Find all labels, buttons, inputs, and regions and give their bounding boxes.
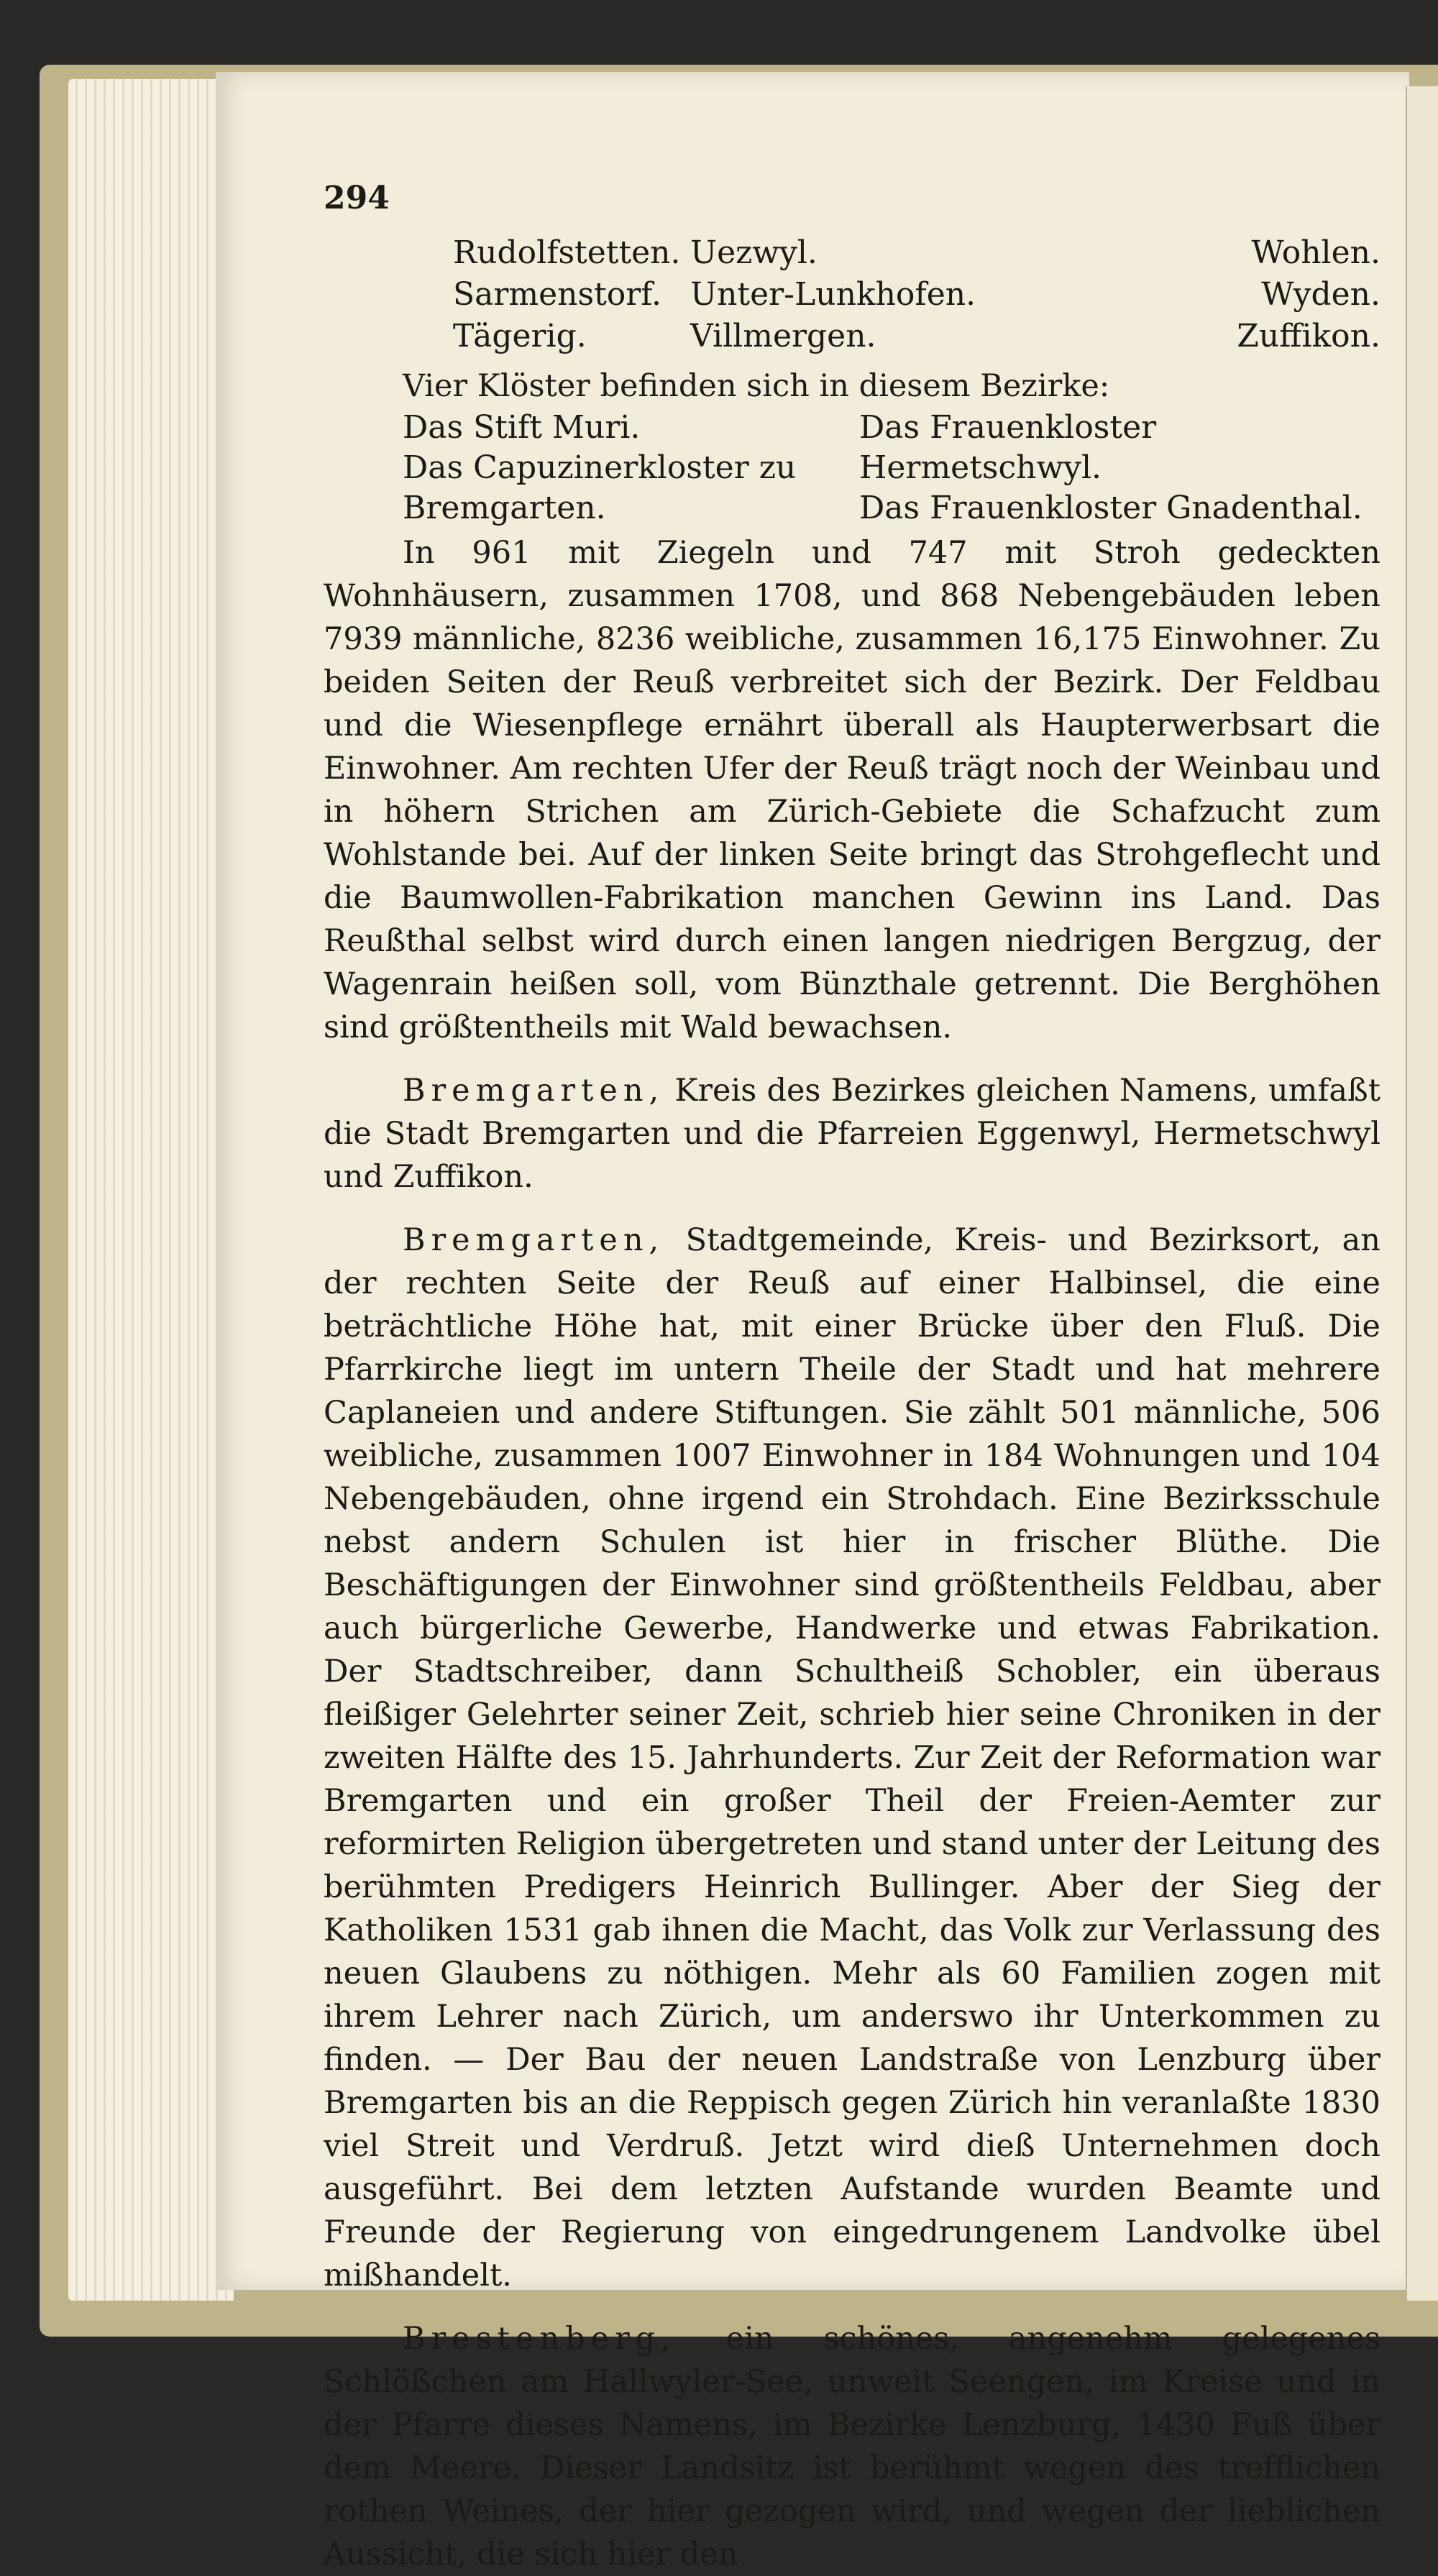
place-name: Villmergen. [690,318,876,354]
headword: Brestenberg, [403,2321,677,2357]
place-name: Rudolfstetten. [453,234,681,271]
entry-text: Kreis des Bezirkes gleichen Namens, umfaßt die Stadt Bremgarten und die Pfarreien Eggenwyl, Hermetschwyl und Zuffikon. [324,1073,1380,1195]
monastery-name: Das Frauenkloster Hermetschwyl. [859,409,1157,486]
place-row [324,232,1380,274]
entry-bremgarten-stadt [324,1219,1380,2297]
entry-text: ein schönes, angenehm gelegenes Schlößchen am Hallwyler-See, unweit Seengen, im Kreise und in der Pfarre dieses Namens, im Bezirke Lenzburg, 1430 Fuß über dem Meere. Dieser Landsitz ist berühmt wegen des trefflichen rothen Weines, der hier gezogen wird, und wegen der lieblichen Aussicht, die sich hier den [324,2321,1380,2572]
monasteries-intro: Vier Klöster befinden sich in diesem Bezirke: [403,368,1110,404]
headword: Bremgarten, [403,1222,665,1258]
place-row [324,316,1380,357]
page-text [324,180,1380,2576]
place-name: Tägerig. [453,318,587,354]
entry-bremgarten-kreis [324,1069,1380,1198]
monastery-name: Das Capuzinerkloster zu Bremgarten. [403,449,797,526]
page-number: 294 [324,180,390,216]
monastery-name: Das Stift Muri. [403,409,641,446]
page-edges [68,79,234,2301]
entry-text: Stadtgemeinde, Kreis- und Bezirksort, an der rechten Seite der Reuß auf einer Halbinsel, die eine beträchtliche Höhe hat, mit einer Brücke über den Fluß. Die Pfarrkirche liegt im untern Theile der Stadt und hat mehrere Caplaneien und andere Stiftungen. Sie zählt 501 männliche, 506 weibliche, zusammen 1007 Einwohner in 184 Wohnungen und 104 Nebengebäuden, ohne irgend ein Strohdach. Eine Bezirksschule nebst andern Schulen ist hier in frischer Blüthe. Die Beschäftigungen der Einwohner sind größtentheils Feldbau, aber auch bürgerliche Gewerbe, Handwerke und etwas Fabrikation. Der Stadtschreiber, dann Schultheiß Schobler, ein überaus fleißiger Gelehrter seiner Zeit, schrieb hier seine Chroniken in der zweiten Hälfte des 15. Jahrhunderts. Zur Zeit der Reformation war Bremgarten und ein großer Theil der Freien-Aemter zur reformirten Religion übergetreten und stand unter der Leitung des berühmten Predigers Heinrich Bullinger. Aber der Sieg der Katholiken 1531 gab ihnen die Macht, das Volk zur Verlassung des neuen Glaubens zu nöthigen. Mehr als 60 Familien zogen mit ihrem Lehrer nach Zürich, um anderswo ihr Unterkommen zu finden. — Der Bau der neuen Landstraße von Lenzburg über Bremgarten bis an die Reppisch gegen Zürich hin veranlaßte 1830 viel Streit und Verdruß. Jetzt wird dieß Unternehmen doch ausgeführt. Bei dem letzten Aufstande wurden Beamte und Freunde der Regierung von eingedrungenem Landvolke übel mißhandelt. [324,1222,1380,2293]
place-name: Unter-Lunkhofen. [690,276,976,313]
place-name: Uezwyl. [690,234,818,271]
facing-page-edge [1406,86,1438,2301]
place-list [324,232,1380,357]
monastery-name: Das Frauenkloster Gnadenthal. [859,490,1363,526]
entry-brestenberg [324,2317,1380,2576]
district-paragraph: In 961 mit Ziegeln und 747 mit Stroh gedeckten Wohnhäusern, zusammen 1708, und 868 Nebengebäuden leben 7939 männliche, 8236 weibliche, zusammen 16,175 Einwohner. Zu beiden Seiten der Reuß verbreitet sich der Bezirk. Der Feldbau und die Wiesenpflege ernährt überall als Haupterwerbsart die Einwohner. Am rechten Ufer der Reuß trägt noch der Weinbau und in höhern Strichen am Zürich-Gebiete die Schafzucht zum Wohlstande bei. Auf der linken Seite bringt das Strohgeflecht und die Baumwollen-Fabrikation manchen Gewinn ins Land. Das Reußthal selbst wird durch einen langen niedrigen Bergzug, der Wagenrain heißen soll, vom Bünzthale getrennt. Die Berghöhen sind größtentheils mit Wald bewachsen. [324,535,1380,1045]
monastery-list [324,408,1380,528]
place-name: Wohlen. [1251,234,1380,271]
headword: Bremgarten, [403,1073,665,1109]
place-name: Sarmenstorf. [453,276,661,313]
place-name: Wyden. [1261,276,1380,313]
place-name: Zuffikon. [1237,318,1380,354]
place-row [324,274,1380,316]
